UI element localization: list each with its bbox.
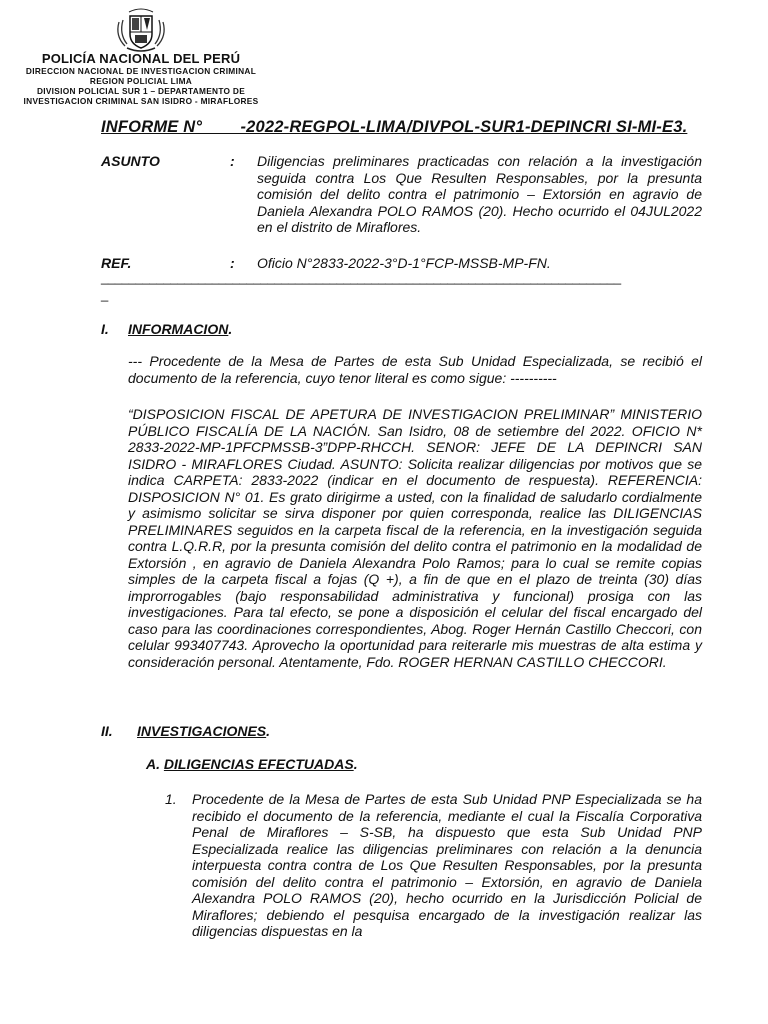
section-1-period: . <box>228 321 233 337</box>
header-line-2: REGION POLICIAL LIMA <box>89 76 193 86</box>
section-1-intro: --- Procedente de la Mesa de Partes de esta Sub Unidad Especializada, se recibió el documento de la referencia, cuyo tenor literal es como sigue: ---------- <box>128 353 702 386</box>
national-coat-of-arms-icon <box>113 6 169 52</box>
institution-name: POLICÍA NACIONAL DEL PERÚ <box>41 51 241 66</box>
separator-line: ___________________________________________________________________________ <box>101 270 621 285</box>
asunto-label: ASUNTO <box>101 153 160 169</box>
item-1-number: 1. <box>165 791 177 807</box>
header-line-3: DIVISION POLICIAL SUR 1 – DEPARTAMENTO DE <box>36 86 246 96</box>
subsection-a-title: DILIGENCIAS EFECTUADAS <box>163 756 354 772</box>
ref-colon: : <box>230 255 235 271</box>
section-2-period: . <box>266 723 271 739</box>
subsection-a-letter: A. <box>146 756 160 772</box>
item-1-text: Procedente de la Mesa de Partes de esta Sub Unidad PNP Especializada se ha recibido el documento de la referencia, mediante el cual la Fiscalía Corporativa Penal de Miraflores – S-SB, ha dispuesto que esta Sub Unidad PNP Especializada realice las diligencias preliminares con relación a la denuncia interpuesta contra contra de Los Que Resulten Responsables, por la presunta comisión del delito contra el patrimonio – Extorsión, en agravio de Daniela Alexandra POLO RAMOS (20), hecho ocurrido en la Jurisdicción Policial de Miraflores; debiendo el pesquisa encargado de la investigación realizar las diligencias dispuestas en la <box>192 791 702 939</box>
report-title: INFORME N° -2022-REGPOL-LIMA/DIVPOL-SUR1-DEPINCRI SI-MI-E3. <box>101 118 688 136</box>
section-1-quote: “DISPOSICION FISCAL DE APETURA DE INVESTIGACION PRELIMINAR” MINISTERIO PÚBLICO FISCALÍA DE LA NACIÓN. San Isidro, 08 de setiembre del 2022. OFICIO N* 2833-2022-MP-1PFCPMSSB-3”DPP-RHCCH. SENOR: JEFE DE LA DEPINCRI SAN ISIDRO - MIRAFLORES Ciudad. ASUNTO: Solicita realizar diligencias por motivos que se indica CARPETA: 2833-2022 (indicar en el documento de respuesta). REFERENCIA: DISPOSICION N° 01. Es grato dirigirme a usted, con la finalidad de saludarlo cordialmente y asimismo solicitar se sirva disponer por quien corresponda, realice las DILIGENCIAS PRELIMINARES seguidos en la carpeta fiscal de la referencia, en la investigación seguida contra L.Q.R.R, por la presunta comisión del delito contra el patrimonio en la modalidad de Extorsión , en agravio de Daniela Alexandra Polo Ramos; para lo cual se remite copias simples de la carpeta fiscal a fojas (Q +), a fin de que en el plazo de treinta (30) días improrrogables (bajo responsabilidad administrativa y funcional) prosiga con las investigaciones. Para tal efecto, se pone a disposición el celular del fiscal encargado del caso para las coordinaciones correspondientes, Abog. Roger Hernán Castillo Checcori, con celular 993407743. Aprovecho la oportunidad para reiterarle mis muestras de alta estima y consideración personal. Atentamente, Fdo. ROGER HERNAN CASTILLO CHECCORI. <box>128 406 702 670</box>
section-2-number: II. <box>101 723 113 739</box>
section-2-title: INVESTIGACIONES <box>137 723 267 739</box>
ref-label: REF. <box>101 255 132 271</box>
separator-line-end: _ <box>101 287 108 302</box>
header-line-4: INVESTIGACION CRIMINAL SAN ISIDRO - MIRAFLORES <box>23 96 259 106</box>
section-1-title: INFORMACION <box>128 321 229 337</box>
section-1-heading <box>128 321 232 337</box>
header-line-1: DIRECCION NACIONAL DE INVESTIGACION CRIMINAL <box>25 66 257 76</box>
asunto-colon: : <box>230 153 235 169</box>
asunto-text: Diligencias preliminares practicadas con relación a la investigación seguida contra Los Que Resulten Responsables, por la presunta comisión del delito contra el patrimonio – Extorsión en agravio de Daniela Alexandra POLO RAMOS (20). Hecho ocurrido el 04JUL2022 en el distrito de Miraflores. <box>257 153 702 235</box>
subsection-a-heading <box>146 756 358 772</box>
ref-text: Oficio N°2833-2022-3°D-1°FCP-MSSB-MP-FN. <box>257 255 551 271</box>
subsection-a-period: . <box>353 756 358 772</box>
section-1-number: I. <box>101 321 109 337</box>
section-2-heading <box>137 723 270 739</box>
